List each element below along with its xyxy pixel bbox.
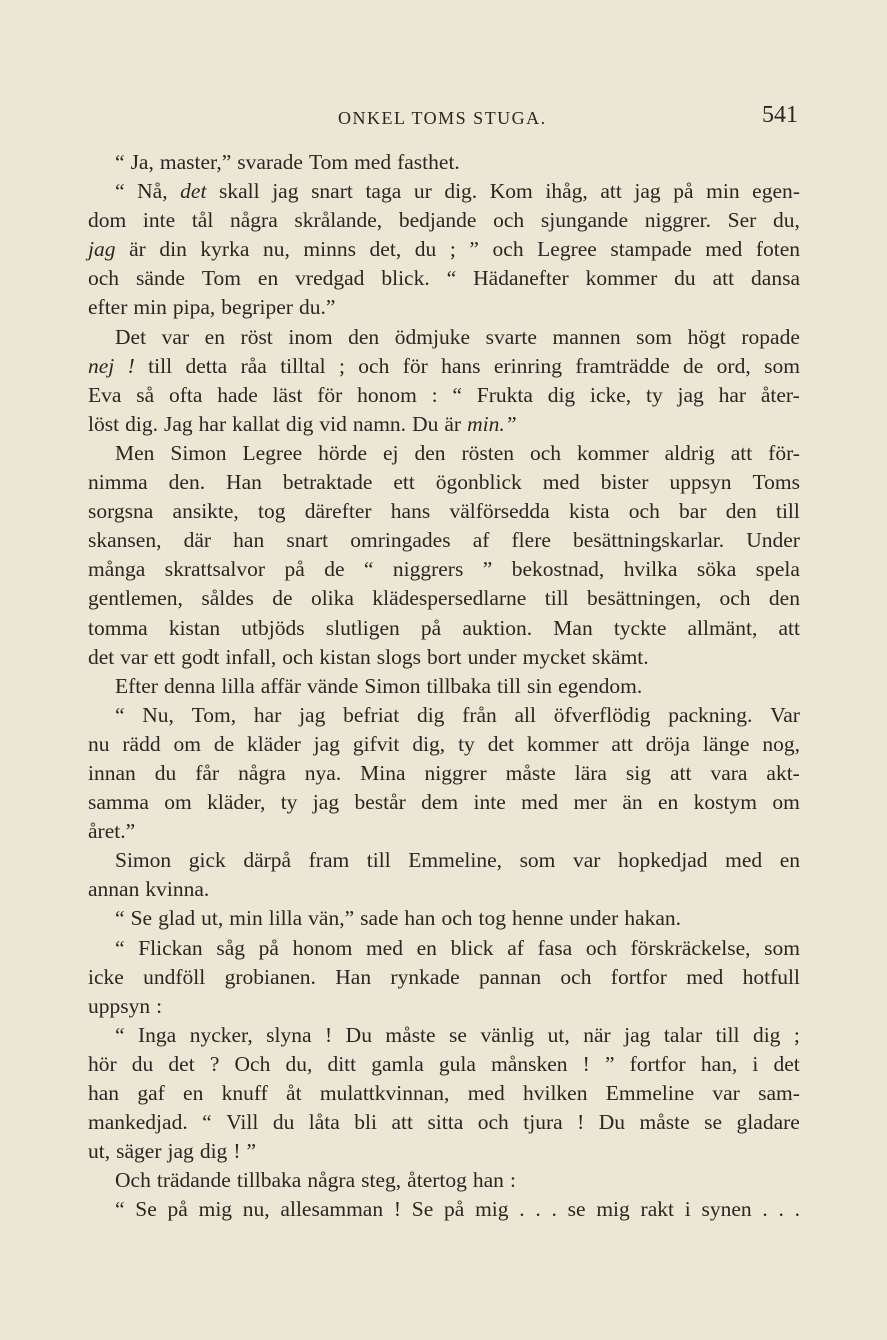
body-text bbox=[88, 148, 800, 1224]
text-line: efter min pipa, begriper du.” bbox=[88, 295, 336, 320]
text-line: det var ett godt infall, och kistan slogs bort under mycket skämt. bbox=[88, 644, 649, 669]
text-line: skansen, där han snart omringades af flere besättningskarlar. Under bbox=[88, 528, 800, 553]
text-line: “ Nå, det skall jag snart taga ur dig. Kom ihåg, att jag på min egen- bbox=[115, 179, 800, 204]
text-line: icke undföll grobianen. Han rynkade pannan och fortfor med hotfull bbox=[88, 964, 800, 989]
text-line: gentlemen, såldes de olika klädespersedlarne till besättningen, och den bbox=[88, 586, 800, 611]
text-line: uppsyn : bbox=[88, 993, 163, 1018]
text-line: Och trädande tillbaka några steg, återtog han : bbox=[115, 1168, 516, 1193]
text-line: “ Se på mig nu, allesamman ! Se på mig . . . se mig rakt i synen . . . bbox=[115, 1197, 800, 1222]
text-line: hör du det ? Och du, ditt gamla gula månsken ! ” fortfor han, i det bbox=[88, 1051, 800, 1076]
text-line: dom inte tål några skrålande, bedjande och sjungande niggrer. Ser du, bbox=[88, 208, 800, 233]
text-line: “ Ja, master,” svarade Tom med fasthet. bbox=[115, 150, 460, 174]
text-line: Men Simon Legree hörde ej den rösten och kommer aldrig att för- bbox=[115, 440, 800, 465]
text-line: Simon gick därpå fram till Emmeline, som var hopkedjad med en bbox=[115, 848, 800, 873]
text-line: nej ! till detta råa tilltal ; och för hans erinring framträdde de ord, som bbox=[88, 353, 800, 378]
text-line: Efter denna lilla affär vände Simon tillbaka till sin egendom. bbox=[115, 673, 643, 698]
text-line: många skrattsalvor på de “ niggrers ” bekostnad, hvilka söka spela bbox=[88, 557, 800, 582]
text-line: samma om kläder, ty jag består dem inte med mer än en kostym om bbox=[88, 790, 800, 815]
text-line: löst dig. Jag har kallat dig vid namn. Du är min.” bbox=[88, 411, 517, 436]
text-line: tomma kistan utbjöds slutligen på auktion. Man tyckte allmänt, att bbox=[88, 615, 800, 640]
text-line: “ Nu, Tom, har jag befriat dig från all öfverflödig packning. Var bbox=[115, 702, 800, 727]
text-line: ut, säger jag dig ! ” bbox=[88, 1139, 257, 1164]
text-line: och sände Tom en vredgad blick. “ Hädanefter kommer du att dansa bbox=[88, 266, 800, 291]
text-line: nu rädd om de kläder jag gifvit dig, ty det kommer att dröja länge nog, bbox=[88, 731, 800, 756]
text-line: sorgsna ansikte, tog därefter hans välförsedda kista och bar den till bbox=[88, 499, 800, 524]
text-line: “ Inga nycker, slyna ! Du måste se vänlig ut, när jag talar till dig ; bbox=[115, 1022, 800, 1047]
page-header bbox=[88, 100, 800, 134]
text-line: innan du får några nya. Mina niggrer måste lära sig att vara akt- bbox=[88, 760, 800, 785]
text-line: han gaf en knuff åt mulattkvinnan, med hvilken Emmeline var sam- bbox=[88, 1081, 800, 1105]
text-line: Eva så ofta hade läst för honom : “ Frukta dig icke, ty jag har åter- bbox=[88, 382, 800, 407]
running-title: ONKEL TOMS STUGA. bbox=[338, 108, 547, 128]
text-line: “ Se glad ut, min lilla vän,” sade han och tog henne under hakan. bbox=[115, 906, 682, 931]
text-line: “ Flickan såg på honom med en blick af fasa och förskräckelse, som bbox=[115, 935, 800, 960]
text-line: jag är din kyrka nu, minns det, du ; ” och Legree stampade med foten bbox=[88, 237, 800, 262]
text-line: mankedjad. “ Vill du låta bli att sitta och tjura ! Du måste se gladare bbox=[88, 1110, 800, 1135]
text-line: Det var en röst inom den ödmjuke svarte mannen som högt ropade bbox=[115, 324, 800, 349]
text-line: nimma den. Han betraktade ett ögonblick med bister uppsyn Toms bbox=[88, 470, 800, 495]
text-line: året.” bbox=[88, 819, 136, 844]
page-number: 541 bbox=[762, 102, 798, 128]
text-line: annan kvinna. bbox=[88, 877, 210, 902]
